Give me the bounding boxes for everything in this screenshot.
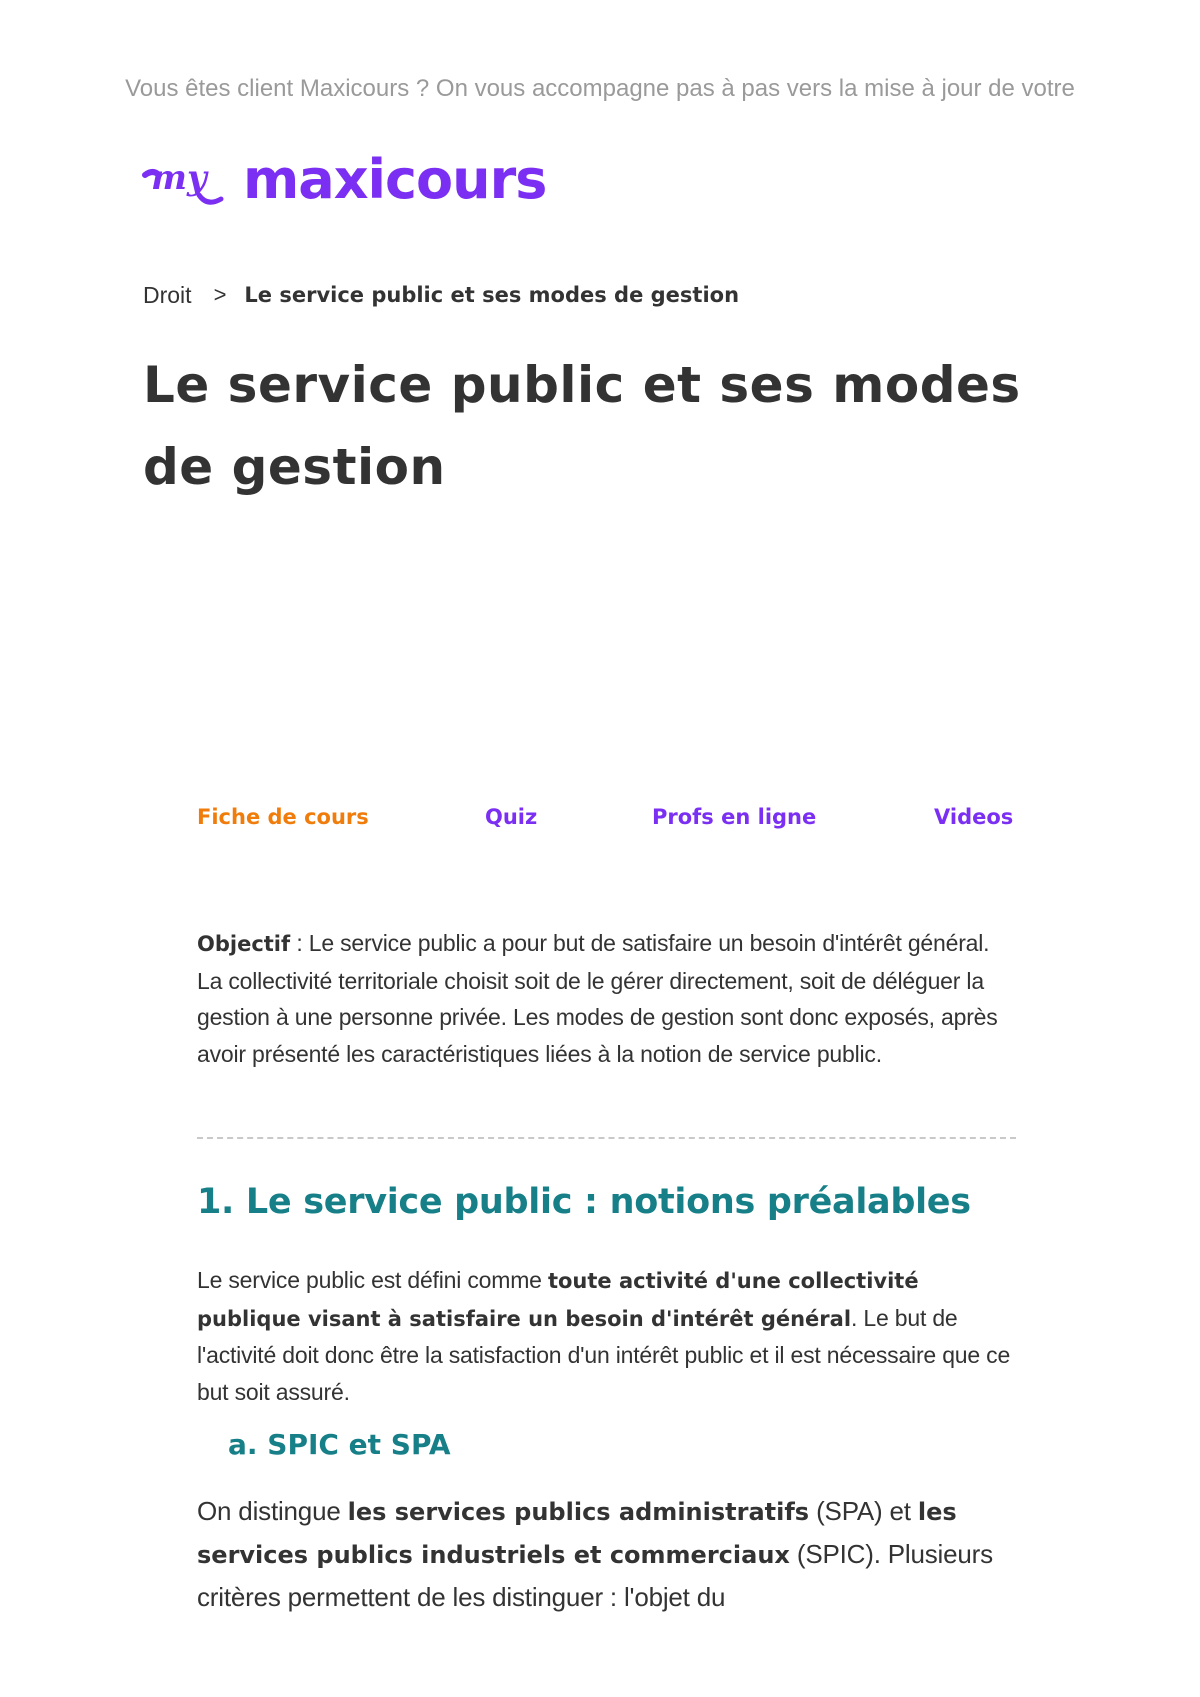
section-intro-block bbox=[197, 1262, 1017, 1410]
objective-text: : Le service public a pour but de satisfaire un besoin d'intérêt général. La collectivité territoriale choisit soit de le gérer directement, soit de déléguer la gestion à une personne privée. Les modes de gestion sont donc exposés, après avoir présenté les caractéristiques liées à la notion de service public. bbox=[197, 930, 998, 1067]
subsection-paragraph bbox=[197, 1490, 1027, 1618]
tab-profs-en-ligne[interactable]: Profs en ligne bbox=[652, 805, 817, 829]
my-script-logo-icon bbox=[141, 145, 251, 215]
section-divider bbox=[197, 1137, 1016, 1139]
subsection-text-1: On distingue bbox=[197, 1496, 348, 1526]
objective-paragraph bbox=[197, 925, 1017, 1072]
tab-quiz[interactable]: Quiz bbox=[485, 805, 538, 829]
tab-fiche-de-cours[interactable]: Fiche de cours bbox=[197, 805, 369, 829]
breadcrumb-current: Le service public et ses modes de gestion bbox=[244, 283, 740, 307]
section-heading: 1. Le service public : notions préalables bbox=[197, 1182, 971, 1222]
spic-term: les services publics industriels et commerciaux bbox=[197, 1498, 957, 1569]
intro-text-before: Le service public est défini comme bbox=[197, 1267, 548, 1293]
objective-block bbox=[197, 925, 1017, 1072]
page-title: Le service public et ses modes de gestion bbox=[143, 356, 1021, 496]
maxicours-logo[interactable] bbox=[141, 140, 546, 220]
logo-prefix: my bbox=[151, 158, 207, 198]
objective-label: Objectif bbox=[197, 932, 291, 956]
subsection-text-3: (SPIC). Plusieurs critères permettent de les distinguer : l'objet du bbox=[197, 1539, 993, 1612]
tab-videos[interactable]: Videos bbox=[934, 805, 1014, 829]
breadcrumb-separator: > bbox=[213, 282, 227, 307]
spa-term: les services publics administratifs bbox=[347, 1498, 810, 1526]
client-update-banner[interactable]: Vous êtes client Maxicours ? On vous accompagne pas à pas vers la mise à jour de votre bbox=[125, 75, 1075, 102]
section-intro-paragraph bbox=[197, 1262, 1017, 1410]
course-tabs bbox=[0, 800, 1200, 840]
breadcrumb-link-droit[interactable]: Droit bbox=[143, 282, 192, 308]
subsection-text-2: (SPA) et bbox=[809, 1496, 918, 1526]
subsection-body bbox=[197, 1490, 1027, 1618]
subsection-heading: a. SPIC et SPA bbox=[228, 1428, 451, 1461]
logo-wordmark: maxicours bbox=[243, 148, 547, 211]
intro-definition: toute activité d'une collectivité publique visant à satisfaire un besoin d'intérêt général bbox=[197, 1269, 919, 1331]
breadcrumb bbox=[143, 281, 739, 309]
intro-text-after: . Le but de l'activité doit donc être la satisfaction d'un intérêt public et il est nécessaire que ce but soit assuré. bbox=[197, 1304, 1011, 1405]
